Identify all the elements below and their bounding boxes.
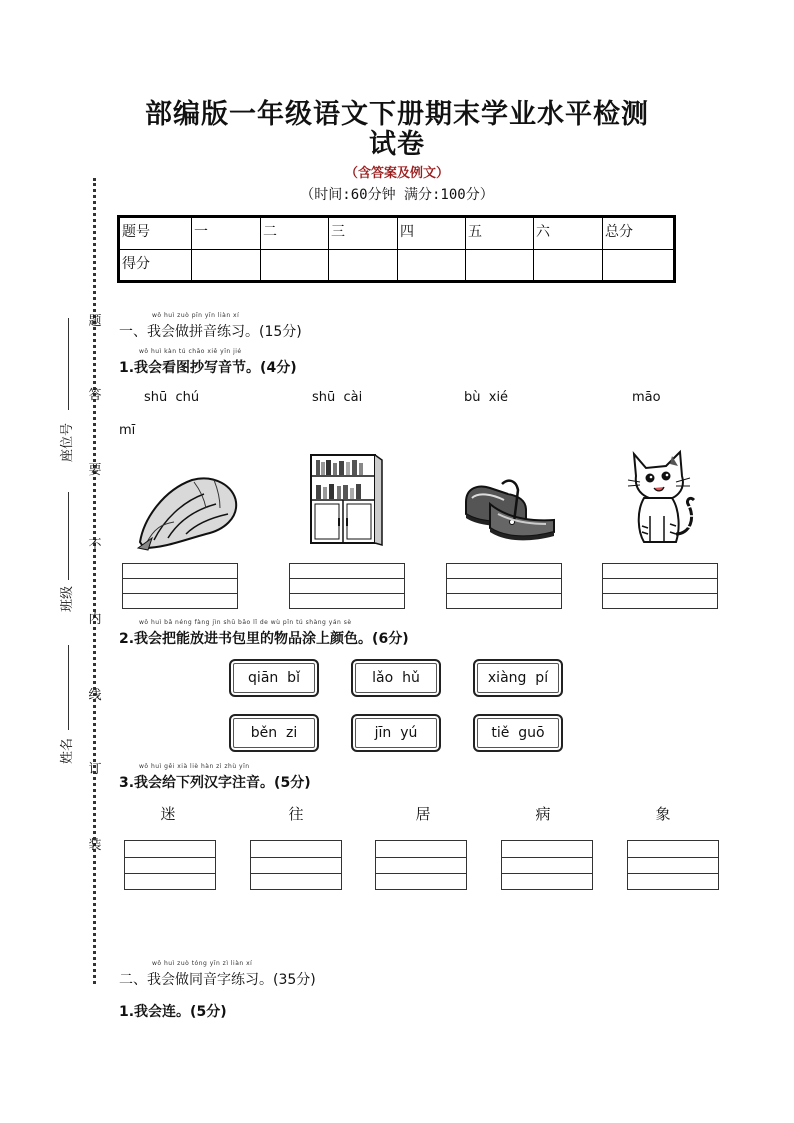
option-wok[interactable]: tiě guō [473,714,563,752]
score-row-label: 得分 [119,249,192,282]
seal-word: 题 [88,314,102,329]
writing-box-shoes[interactable] [446,563,562,609]
binding-dotted-line [93,178,96,984]
s2-q1-heading [119,1001,227,1021]
pinyin-box-xiang[interactable] [627,840,719,890]
cat-picture [624,446,700,548]
score-header-cell: 五 [466,217,534,250]
q3-heading-text: 3.我会给下列汉字注音。(5分) [119,775,311,791]
char-mi: 迷 [160,805,176,823]
score-cell[interactable] [329,249,398,282]
page-title-line2: 试卷 [369,129,425,160]
pinyin-cabbage: shū chú [144,390,200,405]
name-label: 姓名 [60,737,75,764]
char-bing: 病 [535,805,551,823]
section2-heading-pinyin: wǒ huì zuò tóng yīn zì liàn xí [152,960,253,967]
seal-word: 内 [88,612,102,627]
option-goldfish[interactable]: jīn yú [351,714,441,752]
bookcase-picture [308,452,384,546]
char-wang: 往 [288,805,304,823]
seal-word: 订 [88,762,102,777]
class-blank[interactable] [68,492,69,580]
score-header-cell: 四 [398,217,466,250]
score-header-cell: 六 [534,217,603,250]
section2-heading [119,960,316,989]
q1-heading [119,348,297,377]
score-table-score-row [119,249,675,282]
section1-heading [119,312,302,341]
score-header-cell: 二 [261,217,329,250]
pinyin-cat: māo [632,390,661,405]
seal-word: 答 [88,388,102,403]
time-info: （时间:60分钟 满分:100分） [300,187,494,203]
q1-heading-pinyin: wǒ huì kàn tú chāo xiě yīn jié [139,348,242,355]
score-cell[interactable] [192,249,261,282]
score-cell[interactable] [261,249,329,282]
section1-heading-pinyin: wǒ huì zuò pīn yīn liàn xí [152,312,240,319]
class-label: 班级 [60,585,75,612]
char-ju: 居 [415,805,431,823]
section1-heading-text: 一、我会做拼音练习。(15分) [119,324,302,340]
section2-heading-text: 二、我会做同音字练习。(35分) [119,972,316,988]
cabbage-picture [134,468,240,552]
q2-heading [119,619,409,648]
score-cell[interactable] [534,249,603,282]
score-header-cell: 一 [192,217,261,250]
pinyin-box-ju[interactable] [375,840,467,890]
pinyin-bookcase: shū cài [312,390,363,405]
pinyin-cat-continued: mī [119,423,136,438]
s2-q1-heading-text: 1.我会连。(5分) [119,1004,227,1020]
seal-word: 不 [88,538,102,553]
q3-heading-pinyin: wǒ huì gěi xià liè hàn zì zhù yīn [139,763,250,770]
pinyin-shoes: bù xié [464,390,509,405]
q2-heading-text: 2.我会把能放进书包里的物品涂上颜色。(6分) [119,631,409,647]
seat-number-blank[interactable] [68,318,69,410]
option-tiger[interactable]: lǎo hǔ [351,659,441,697]
seat-number-label: 座位号 [60,422,75,462]
seal-word: 装 [88,838,102,853]
score-cell[interactable] [398,249,466,282]
score-header-cell: 题号 [119,217,192,250]
seal-word: 线 [88,688,102,703]
score-header-cell: 总分 [603,217,675,250]
subtitle: （含答案及例文） [344,166,449,181]
q2-heading-pinyin: wǒ huì bǎ néng fàng jìn shū bāo lǐ de wù pǐn tú shàng yán sè [139,619,352,626]
shoes-picture [462,474,556,542]
score-header-cell: 三 [329,217,398,250]
pinyin-box-bing[interactable] [501,840,593,890]
option-eraser[interactable]: xiàng pí [473,659,563,697]
q1-heading-text: 1.我会看图抄写音节。(4分) [119,360,297,376]
q3-heading [119,763,311,792]
pinyin-box-wang[interactable] [250,840,342,890]
name-blank[interactable] [68,645,69,730]
seal-word: 要 [88,463,102,478]
score-table [117,215,676,283]
score-cell[interactable] [466,249,534,282]
score-table-header-row [119,217,675,250]
writing-box-cabbage[interactable] [122,563,238,609]
score-cell[interactable] [603,249,675,282]
writing-box-cat[interactable] [602,563,718,609]
char-xiang: 象 [655,805,671,823]
option-pencil[interactable]: qiān bǐ [229,659,319,697]
page-title-line1: 部编版一年级语文下册期末学业水平检测 [145,99,649,130]
option-notebook[interactable]: běn zi [229,714,319,752]
writing-box-bookcase[interactable] [289,563,405,609]
pinyin-box-mi[interactable] [124,840,216,890]
